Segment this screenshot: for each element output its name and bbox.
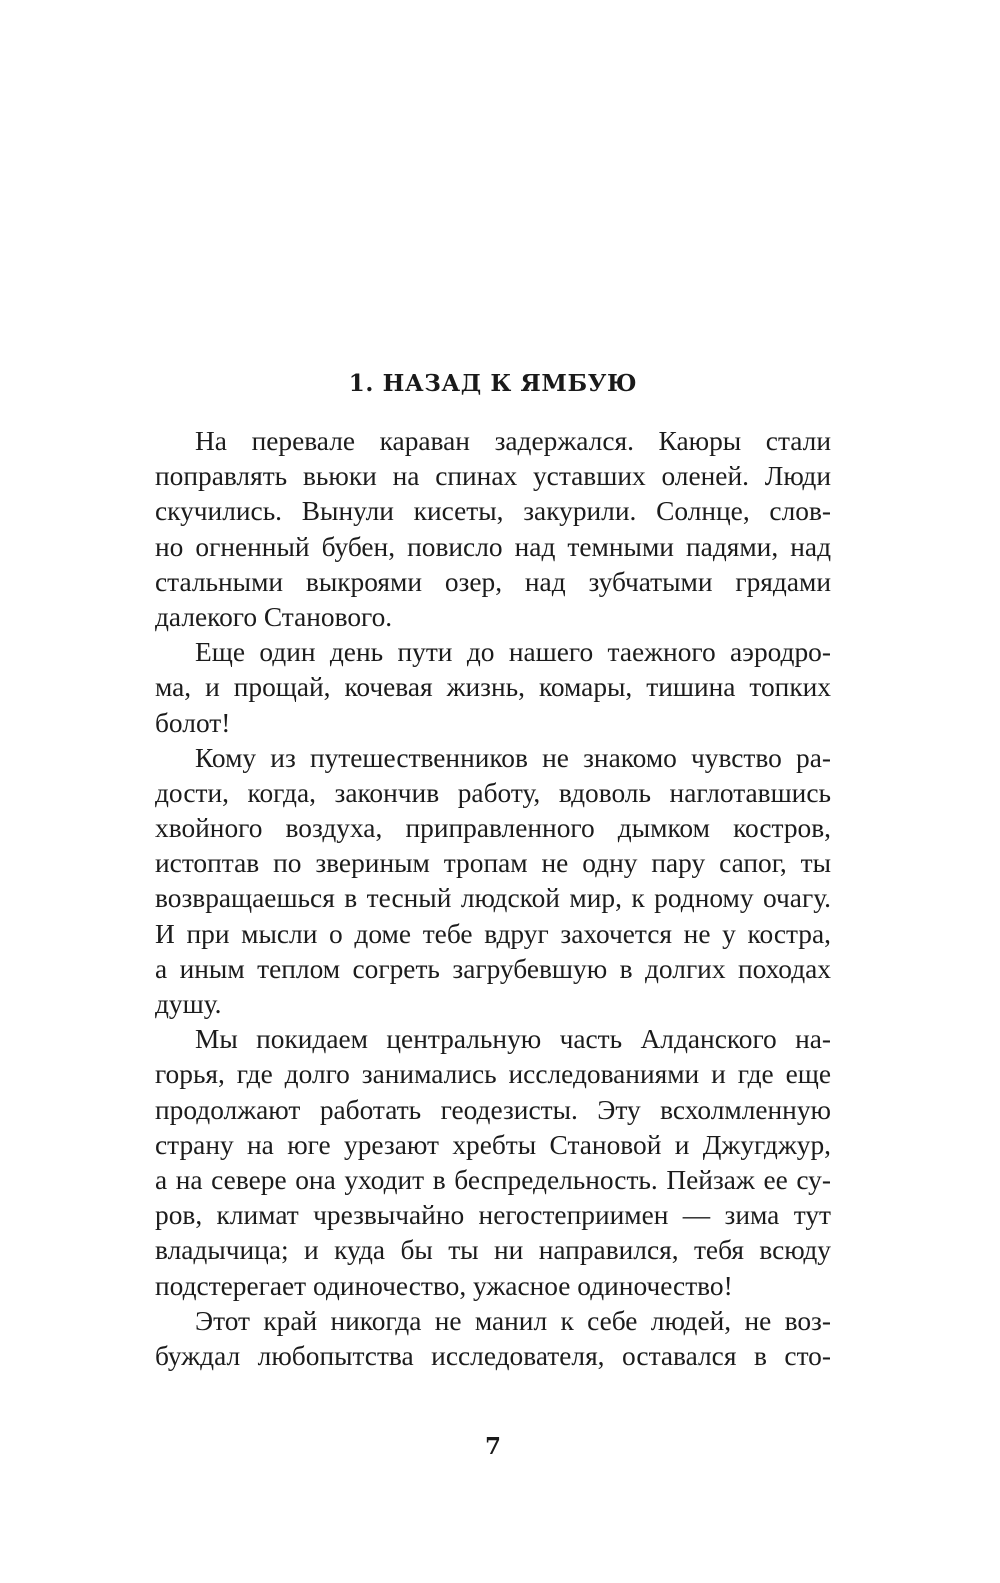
text-line: буждал любопытства исследователя, оставался в сто- <box>155 1340 831 1371</box>
text-line: ров, климат чрезвычайно негостеприимен — зима тут <box>155 1200 831 1231</box>
text-line: а иным теплом согреть загрубевшую в долгих походах <box>155 953 831 984</box>
text-line: И при мысли о доме тебе вдруг захочется не у костра, <box>155 918 831 949</box>
text-line: болот! <box>155 707 231 738</box>
text-line: хвойного воздуха, приправленного дымком костров, <box>155 813 831 844</box>
text-line: душу. <box>155 989 222 1019</box>
paragraph-2 <box>155 635 831 741</box>
text-line: истоптав по звериным тропам не одну пару сапог, ты <box>155 848 831 879</box>
text-line: поправлять вьюки на спинах уставших оленей. Люди <box>155 461 831 492</box>
text-line: владычица; и куда бы ты ни направился, тебя всюду <box>155 1235 831 1266</box>
text-line: далекого Станового. <box>155 601 393 632</box>
text-line: скучились. Вынули кисеты, закурили. Солнце, слов- <box>155 496 831 527</box>
page-number: 7 <box>484 1433 501 1460</box>
text-line: Мы покидаем центральную часть Алданского на- <box>195 1024 831 1055</box>
text-line: Этот край никогда не манил к себе людей, не воз- <box>195 1305 831 1336</box>
text-line: продолжают работать геодезисты. Эту всхолмленную <box>155 1094 831 1125</box>
text-line: но огненный бубен, повисло над темными падями, над <box>155 531 831 562</box>
paragraph-1 <box>155 424 831 635</box>
text-line: а на севере она уходит в беспредельность. Пейзаж ее су- <box>155 1164 831 1195</box>
body-text <box>155 424 831 1374</box>
paragraph-4 <box>155 1022 831 1304</box>
paragraph-5 <box>155 1304 831 1374</box>
chapter-title: 1. НАЗАД К ЯМБУЮ <box>348 370 638 397</box>
text-line: ма, и прощай, кочевая жизнь, комары, тишина топких <box>155 672 831 703</box>
text-line: На перевале караван задержался. Каюры стали <box>195 426 831 456</box>
text-line: подстерегает одиночество, ужасное одиночество! <box>155 1270 733 1301</box>
text-line: стальными выкроями озер, над зубчатыми грядами <box>155 566 831 597</box>
text-line: Еще один день пути до нашего таежного аэродро- <box>195 637 831 668</box>
text-line: Кому из путешественников не знакомо чувство ра- <box>195 742 831 773</box>
text-line: страну на юге урезают хребты Становой и Джугджур, <box>155 1129 831 1160</box>
text-line: горья, где долго занимались исследованиями и где еще <box>155 1059 831 1090</box>
text-line: возвращаешься в тесный людской мир, к родному очагу. <box>155 883 831 914</box>
text-line: дости, когда, закончив работу, вдоволь наглотавшись <box>155 777 831 808</box>
paragraph-3 <box>155 741 831 1023</box>
